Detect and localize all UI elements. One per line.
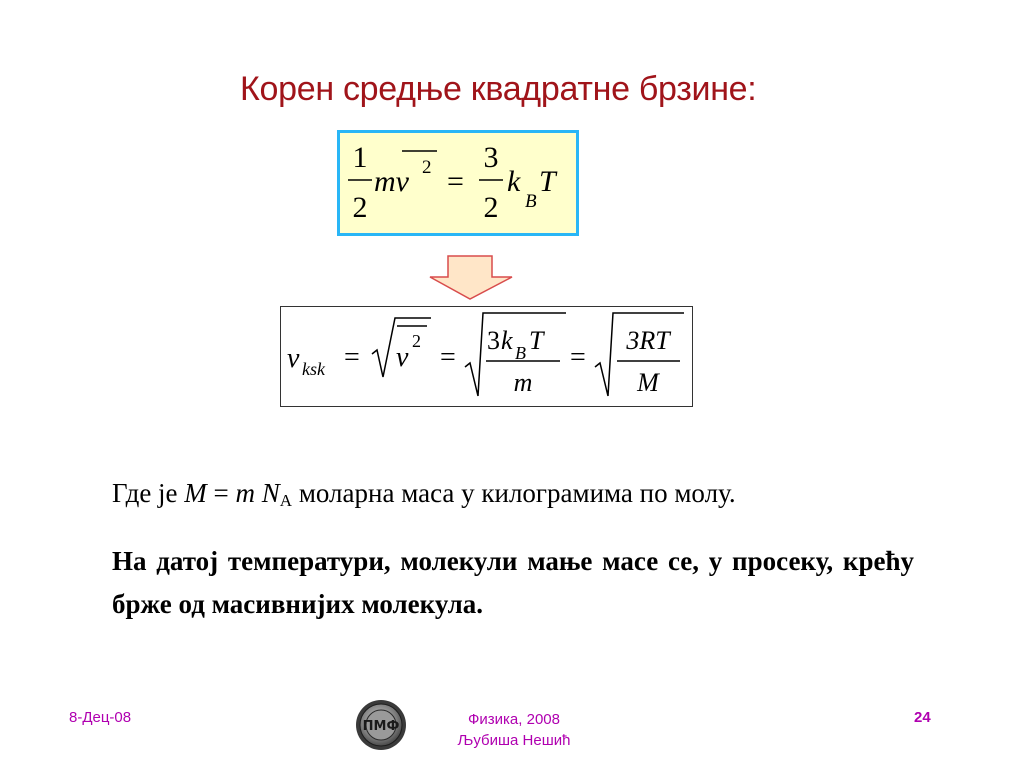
f1-rhs-denominator: 2	[483, 191, 499, 224]
slide-title: Корен средње квадратне брзине:	[240, 70, 757, 108]
molar-mass-definition	[112, 478, 736, 511]
f1-power: 2	[422, 157, 432, 178]
f2-frac2-num: 3RT	[626, 326, 670, 355]
conclusion-paragraph: На датој температури, молекули мање масе се, у просеку, крећу брже од масивнијих молекула.	[112, 546, 914, 619]
where-N-subscript: A	[279, 491, 293, 510]
f2-v: v	[287, 343, 300, 374]
f2-equals-3: =	[570, 342, 586, 373]
f1-mv: mv	[374, 165, 409, 198]
footer-credits	[444, 709, 584, 751]
kinetic-energy-formula-box	[337, 130, 579, 236]
where-M: M	[184, 478, 207, 508]
footer-date: 8-Дец-08	[69, 709, 132, 726]
where-N: N	[255, 478, 280, 508]
where-prefix: Где је	[112, 478, 185, 508]
rms-speed-formula-box	[280, 306, 693, 407]
f1-subscript-b: B	[525, 191, 537, 212]
f2-equals-1: =	[344, 342, 360, 373]
f2-frac1-T: T	[529, 326, 544, 355]
f2-frac1-k: k	[501, 326, 513, 355]
down-arrow-icon	[428, 255, 514, 306]
f1-k: k	[507, 165, 521, 198]
footer-course: Физика, 2008	[468, 711, 560, 728]
f2-frac2-den: M	[637, 368, 659, 397]
f2-equals-2: =	[440, 342, 456, 373]
where-m: m	[235, 478, 256, 508]
f1-lhs-denominator: 2	[352, 191, 368, 224]
f1-equals: =	[447, 165, 464, 198]
f2-frac1-den: m	[513, 368, 533, 397]
f1-lhs-numerator: 1	[352, 141, 368, 174]
f1-T: T	[539, 165, 556, 198]
f1-rhs-numerator: 3	[483, 141, 499, 174]
f2-sqrt-power: 2	[412, 331, 421, 351]
where-suffix: моларна маса у килограмима по молу.	[292, 478, 736, 508]
f2-frac1-B: B	[515, 343, 526, 363]
f2-sqrt-v: v	[396, 342, 409, 373]
f2-v-subscript: ksk	[302, 359, 325, 379]
where-eq: =	[206, 478, 236, 508]
logo-text: ПМФ	[362, 719, 400, 734]
university-logo-icon	[355, 699, 407, 756]
f2-frac1-3: 3	[487, 326, 500, 355]
footer-author: Љубиша Нешић	[457, 732, 571, 749]
page-number: 24	[914, 709, 931, 726]
